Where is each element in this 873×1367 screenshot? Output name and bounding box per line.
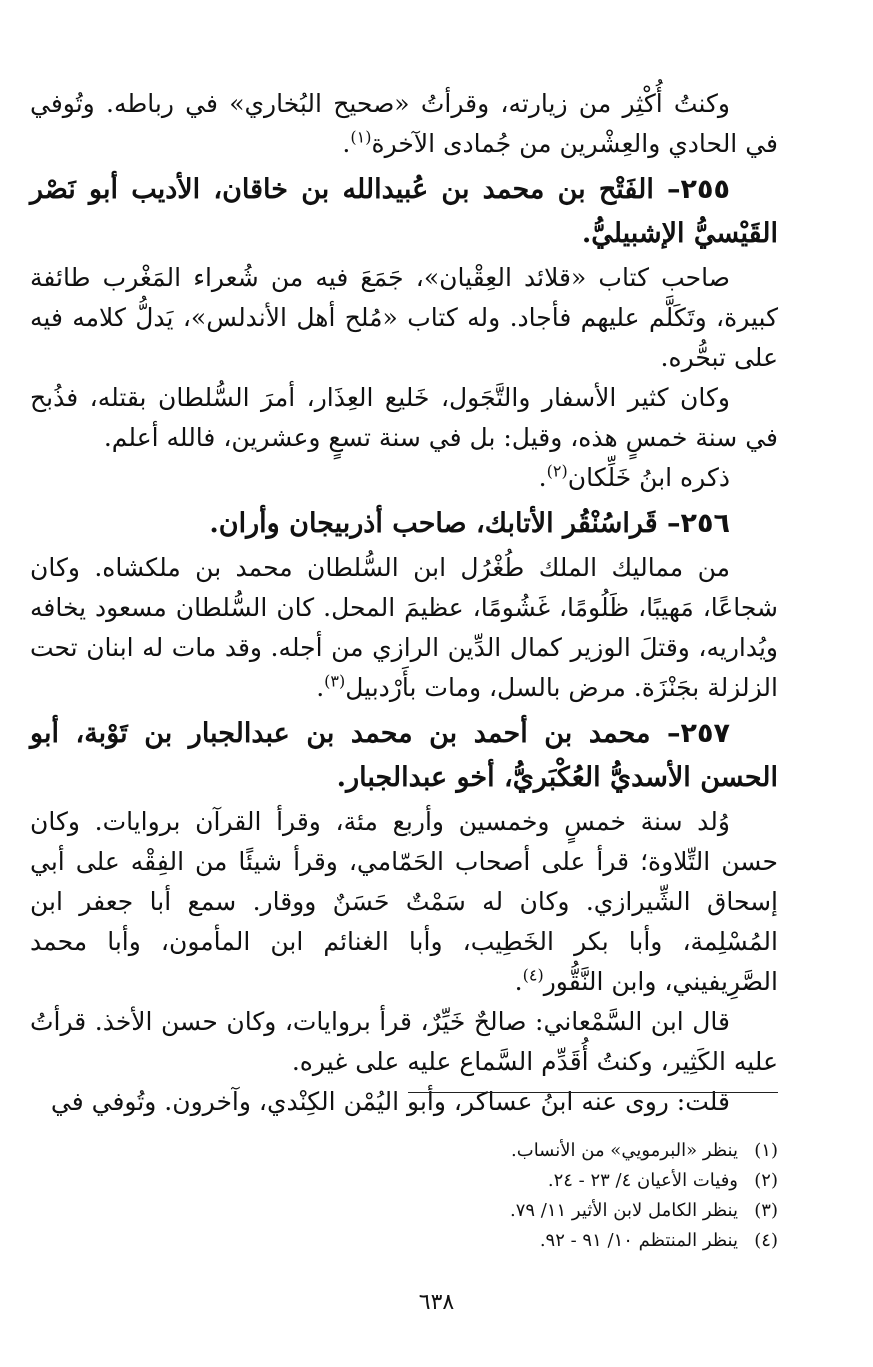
entry-title: الفَتْح بن محمد بن عُبيدالله بن خاقان، الأديب أبو نَصْر القَيْسيُّ الإشبيليُّ. — [30, 174, 778, 249]
paragraph — [30, 458, 778, 498]
entry-title: قَراسُنْقُر الأتابك، صاحب أذربيجان وأران. — [209, 508, 658, 539]
paragraph-punct: . — [342, 129, 351, 158]
paragraph-continuation — [30, 84, 778, 164]
footnote-divider — [408, 1092, 778, 1093]
paragraph — [30, 1002, 778, 1082]
paragraph-text: وُلد سنة خمسٍ وخمسين وأربع مئة، وقرأ القرآن بروايات. وكان حسن التِّلاوة؛ قرأ على أصحاب الحَمّامي، وقرأ شيئًا من الفِقْه على أبي إسحاق الشِّيرازي. وكان له سَمْتٌ حَسَنٌ ووقار. سمع أبا جعفر ابن المُسْلِمة، وأبا بكر الخَطِيب، وأبا الغنائم ابن المأمون، وأبا محمد الصَّرِيفيني، وابن النَّقُّور — [30, 807, 778, 996]
footnote-number: (٢) — [754, 1170, 778, 1191]
main-text — [30, 84, 778, 1122]
footnote-text: وفيات الأعيان ٤/ ٢٣ - ٢٤. — [547, 1170, 738, 1191]
entry-number: ٢٥٥– — [667, 174, 730, 205]
paragraph — [30, 258, 778, 378]
footnote-ref: (١) — [350, 127, 372, 147]
footnote-number: (٤) — [754, 1230, 778, 1251]
footnote-number: (١) — [754, 1140, 778, 1161]
footnote — [30, 1196, 778, 1226]
paragraph-punct: . — [538, 463, 547, 492]
entry-number: ٢٥٧– — [667, 718, 730, 749]
paragraph — [30, 548, 778, 708]
paragraph-text: ذكره ابنُ خَلِّكان — [567, 463, 730, 492]
footnotes — [30, 1136, 778, 1256]
paragraph-text: من مماليك الملك طُغْرُل ابن السُّلطان محمد بن ملكشاه. وكان شجاعًا، مَهيبًا، ظَلُومًا، غَشُومًا، عظيمَ المحل. كان السُّلطان مسعود يخافه ويُداريه، وقتلَ الوزير كمال الدِّين الرازي من أجله. وقد مات له ابنان تحت الزلزلة بجَنْزَة. مرض بالسل، ومات بأَرْدبيل — [30, 553, 778, 702]
paragraph-text: وكنتُ أُكْثِر من زيارته، وقرأتُ «صحيح البُخاري» في رباطه. وتُوفي في الحادي والعِشْرين من جُمادى الآخرة — [30, 89, 778, 158]
page-number: ٦٣٨ — [418, 1290, 455, 1315]
footnote — [30, 1136, 778, 1166]
footnote — [30, 1166, 778, 1196]
footnote-number: (٣) — [754, 1200, 778, 1221]
footnote-ref: (٤) — [522, 965, 544, 985]
footnote-text: ينظر المنتظم ١٠/ ٩١ - ٩٢. — [539, 1230, 738, 1251]
paragraph-text: وكان كثير الأسفار والتَّجَول، خَليع العِذَار، أمرَ السُّلطان بقتله، فذُبح في سنة خمسٍ هذه، وقيل: بل في سنة تسعٍ وعشرين، فالله أعلم. — [30, 383, 778, 452]
paragraph-punct: . — [316, 673, 325, 702]
footnote-ref: (٣) — [324, 671, 346, 691]
entry-heading-256 — [30, 502, 778, 546]
footnote — [30, 1226, 778, 1256]
paragraph-text: صاحب كتاب «قلائد العِقْيان»، جَمَعَ فيه من شُعراء المَغْرب طائفة كبيرة، وتَكَلَّم عليهم فأجاد. وله كتاب «مُلح أهل الأندلس»، يَدلُّ كلامه فيه على تبحُّره. — [30, 263, 778, 372]
footnote-text: ينظر «البرمويي» من الأنساب. — [511, 1140, 738, 1161]
paragraph — [30, 802, 778, 1002]
entry-title: محمد بن أحمد بن محمد بن عبدالجبار بن تَوْبة، أبو الحسن الأسديُّ العُكْبَريُّ، أخو عبدالجبار. — [30, 718, 778, 793]
paragraph-punct: . — [514, 967, 523, 996]
entry-number: ٢٥٦– — [667, 508, 730, 539]
footnote-text: ينظر الكامل لابن الأثير ١١/ ٧٩. — [509, 1200, 738, 1221]
paragraph — [30, 378, 778, 458]
entry-heading-257 — [30, 712, 778, 800]
paragraph-text: قال ابن السَّمْعاني: صالحٌ خَيِّرٌ، قرأ بروايات، وكان حسن الأخذ. قرأتُ عليه الكَثِير، وكنتُ أُقَدِّم السَّماع عليه على غيره. — [30, 1007, 778, 1076]
paragraph-text: قلت: روى عنه ابنُ عساكر، وأبو اليُمْن الكِنْدي، وآخرون. وتُوفي في — [50, 1087, 730, 1116]
entry-heading-255 — [30, 168, 778, 256]
footnote-ref: (٢) — [546, 461, 568, 481]
paragraph — [30, 1082, 778, 1122]
